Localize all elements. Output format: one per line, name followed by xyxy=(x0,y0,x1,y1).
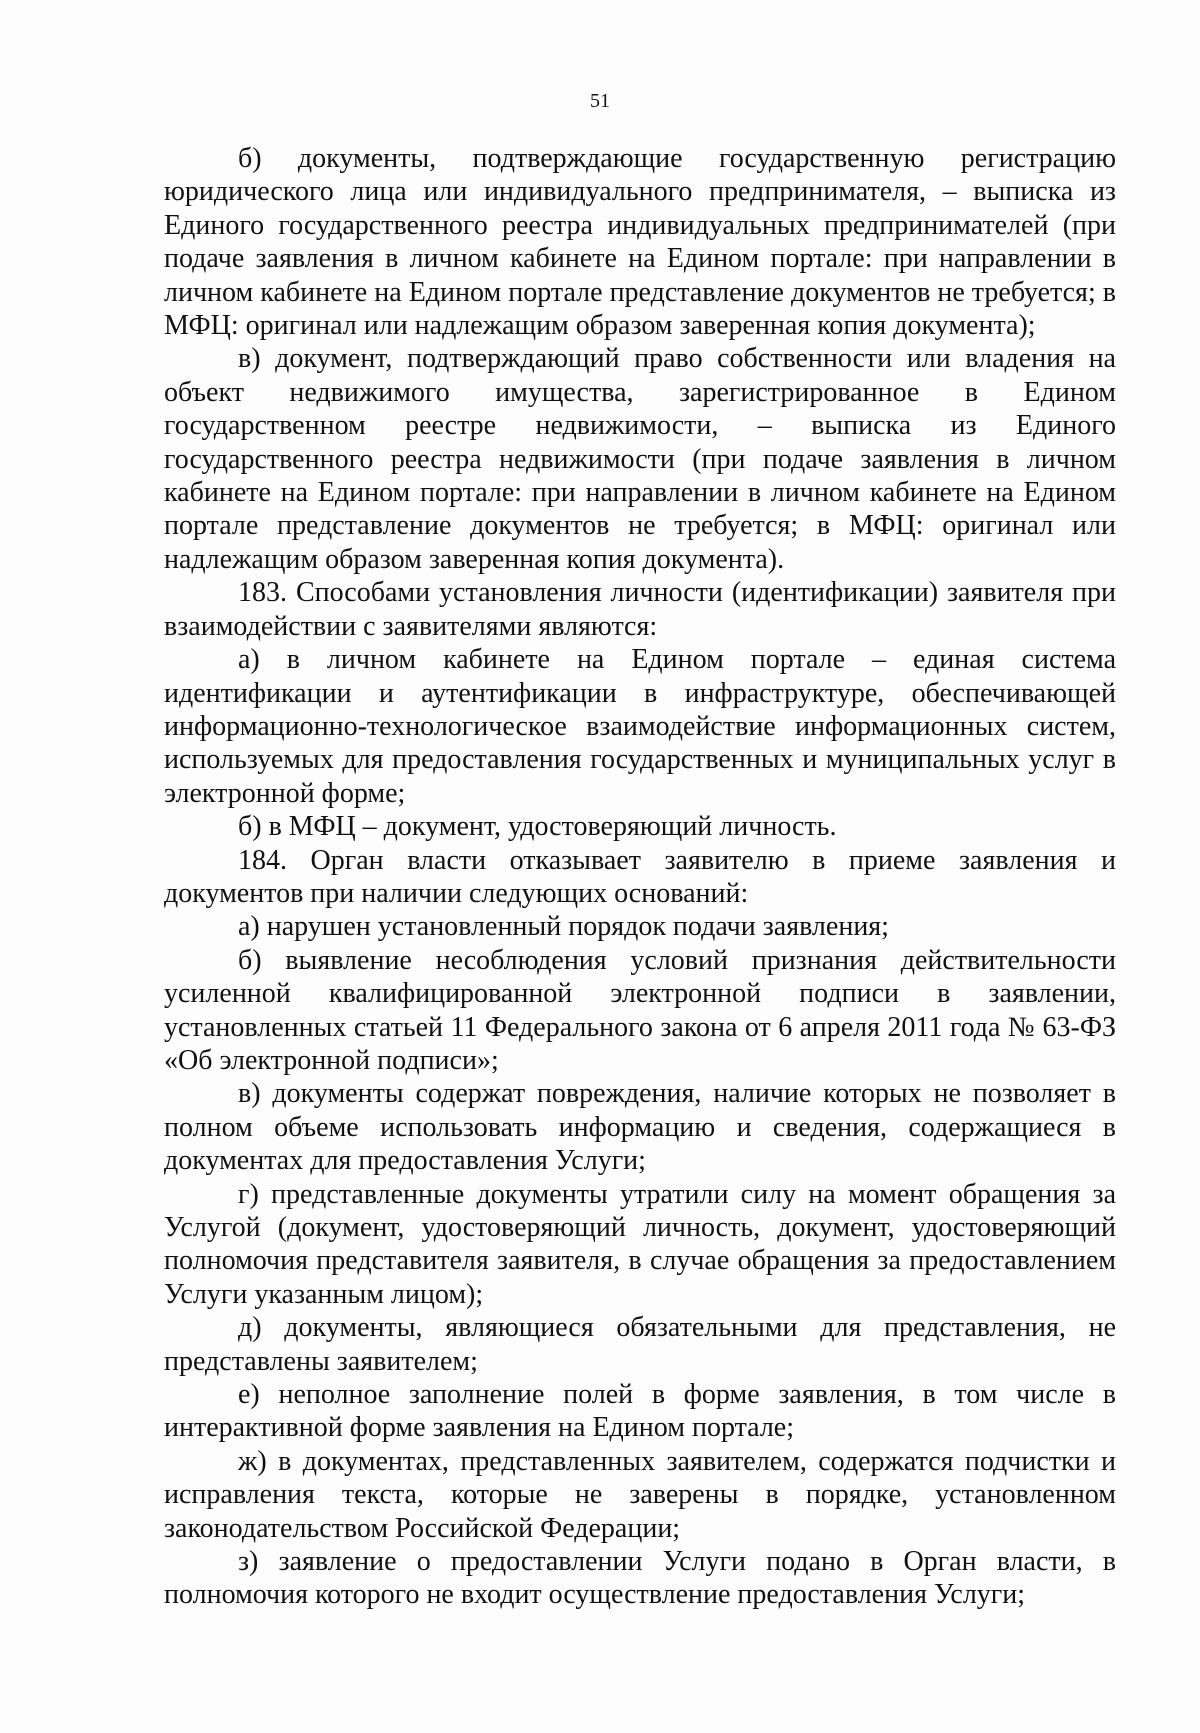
paragraph: е) неполное заполнение полей в форме заявления, в том числе в интерактивной форме заявления на Едином портале; xyxy=(164,1379,1116,1444)
paragraph: в) документ, подтверждающий право собственности или владения на объект недвижимого имущества, зарегистрированное в Едином государственном реестре недвижимости, – выписка из Единого государственного реестра недвижимости (при подаче заявления в личном кабинете на Едином портале: при направлении в личном кабинете на Едином портале представление документов не требуется; в МФЦ: оригинал или надлежащим образом заверенная копия документа). xyxy=(164,343,1116,575)
page-number: 51 xyxy=(590,90,610,112)
body-text xyxy=(164,142,1116,1612)
paragraph: г) представленные документы утратили силу на момент обращения за Услугой (документ, удостоверяющий личность, документ, удостоверяющий полномочия представителя заявителя, в случае обращения за предоставлением Услуги указанным лицом); xyxy=(164,1178,1116,1310)
paragraph: б) выявление несоблюдения условий признания действительности усиленной квалифицированной электронной подписи в заявлении, установленных статьей 11 Федерального закона от 6 апреля 2011 года № 63-ФЗ «Об электронной подписи»; xyxy=(164,944,1116,1076)
paragraph: а) в личном кабинете на Едином портале – единая система идентификации и аутентификации в инфраструктуре, обеспечивающей информационно-технологическое взаимодействие информационных систем, используемых для предоставления государственных и муниципальных услуг в электронной форме; xyxy=(164,644,1116,809)
paragraph: ж) в документах, представленных заявителем, содержатся подчистки и исправления текста, которые не заверены в порядке, установленном законодательством Российской Федерации; xyxy=(164,1445,1116,1544)
paragraph: д) документы, являющиеся обязательными для представления, не представлены заявителем; xyxy=(164,1312,1116,1377)
paragraph: 183. Способами установления личности (идентификации) заявителя при взаимодействии с заявителями являются: xyxy=(164,577,1116,642)
paragraph: а) нарушен установленный порядок подачи заявления; xyxy=(238,911,889,943)
paragraph: 184. Орган власти отказывает заявителю в приеме заявления и документов при наличии следующих оснований: xyxy=(164,844,1116,909)
paragraph: з) заявление о предоставлении Услуги подано в Орган власти, в полномочия которого не входит осуществление предоставления Услуги; xyxy=(164,1546,1116,1611)
paragraph: б) в МФЦ – документ, удостоверяющий личность. xyxy=(238,811,837,843)
paragraph: б) документы, подтверждающие государственную регистрацию юридического лица или индивидуального предпринимателя, – выписка из Единого государственного реестра индивидуальных предпринимателей (при подаче заявления в личном кабинете на Едином портале: при направлении в личном кабинете на Едином портале представление документов не требуется; в МФЦ: оригинал или надлежащим образом заверенная копия документа); xyxy=(164,143,1116,342)
paragraph: в) документы содержат повреждения, наличие которых не позволяет в полном объеме использовать информацию и сведения, содержащиеся в документах для предоставления Услуги; xyxy=(164,1078,1116,1177)
